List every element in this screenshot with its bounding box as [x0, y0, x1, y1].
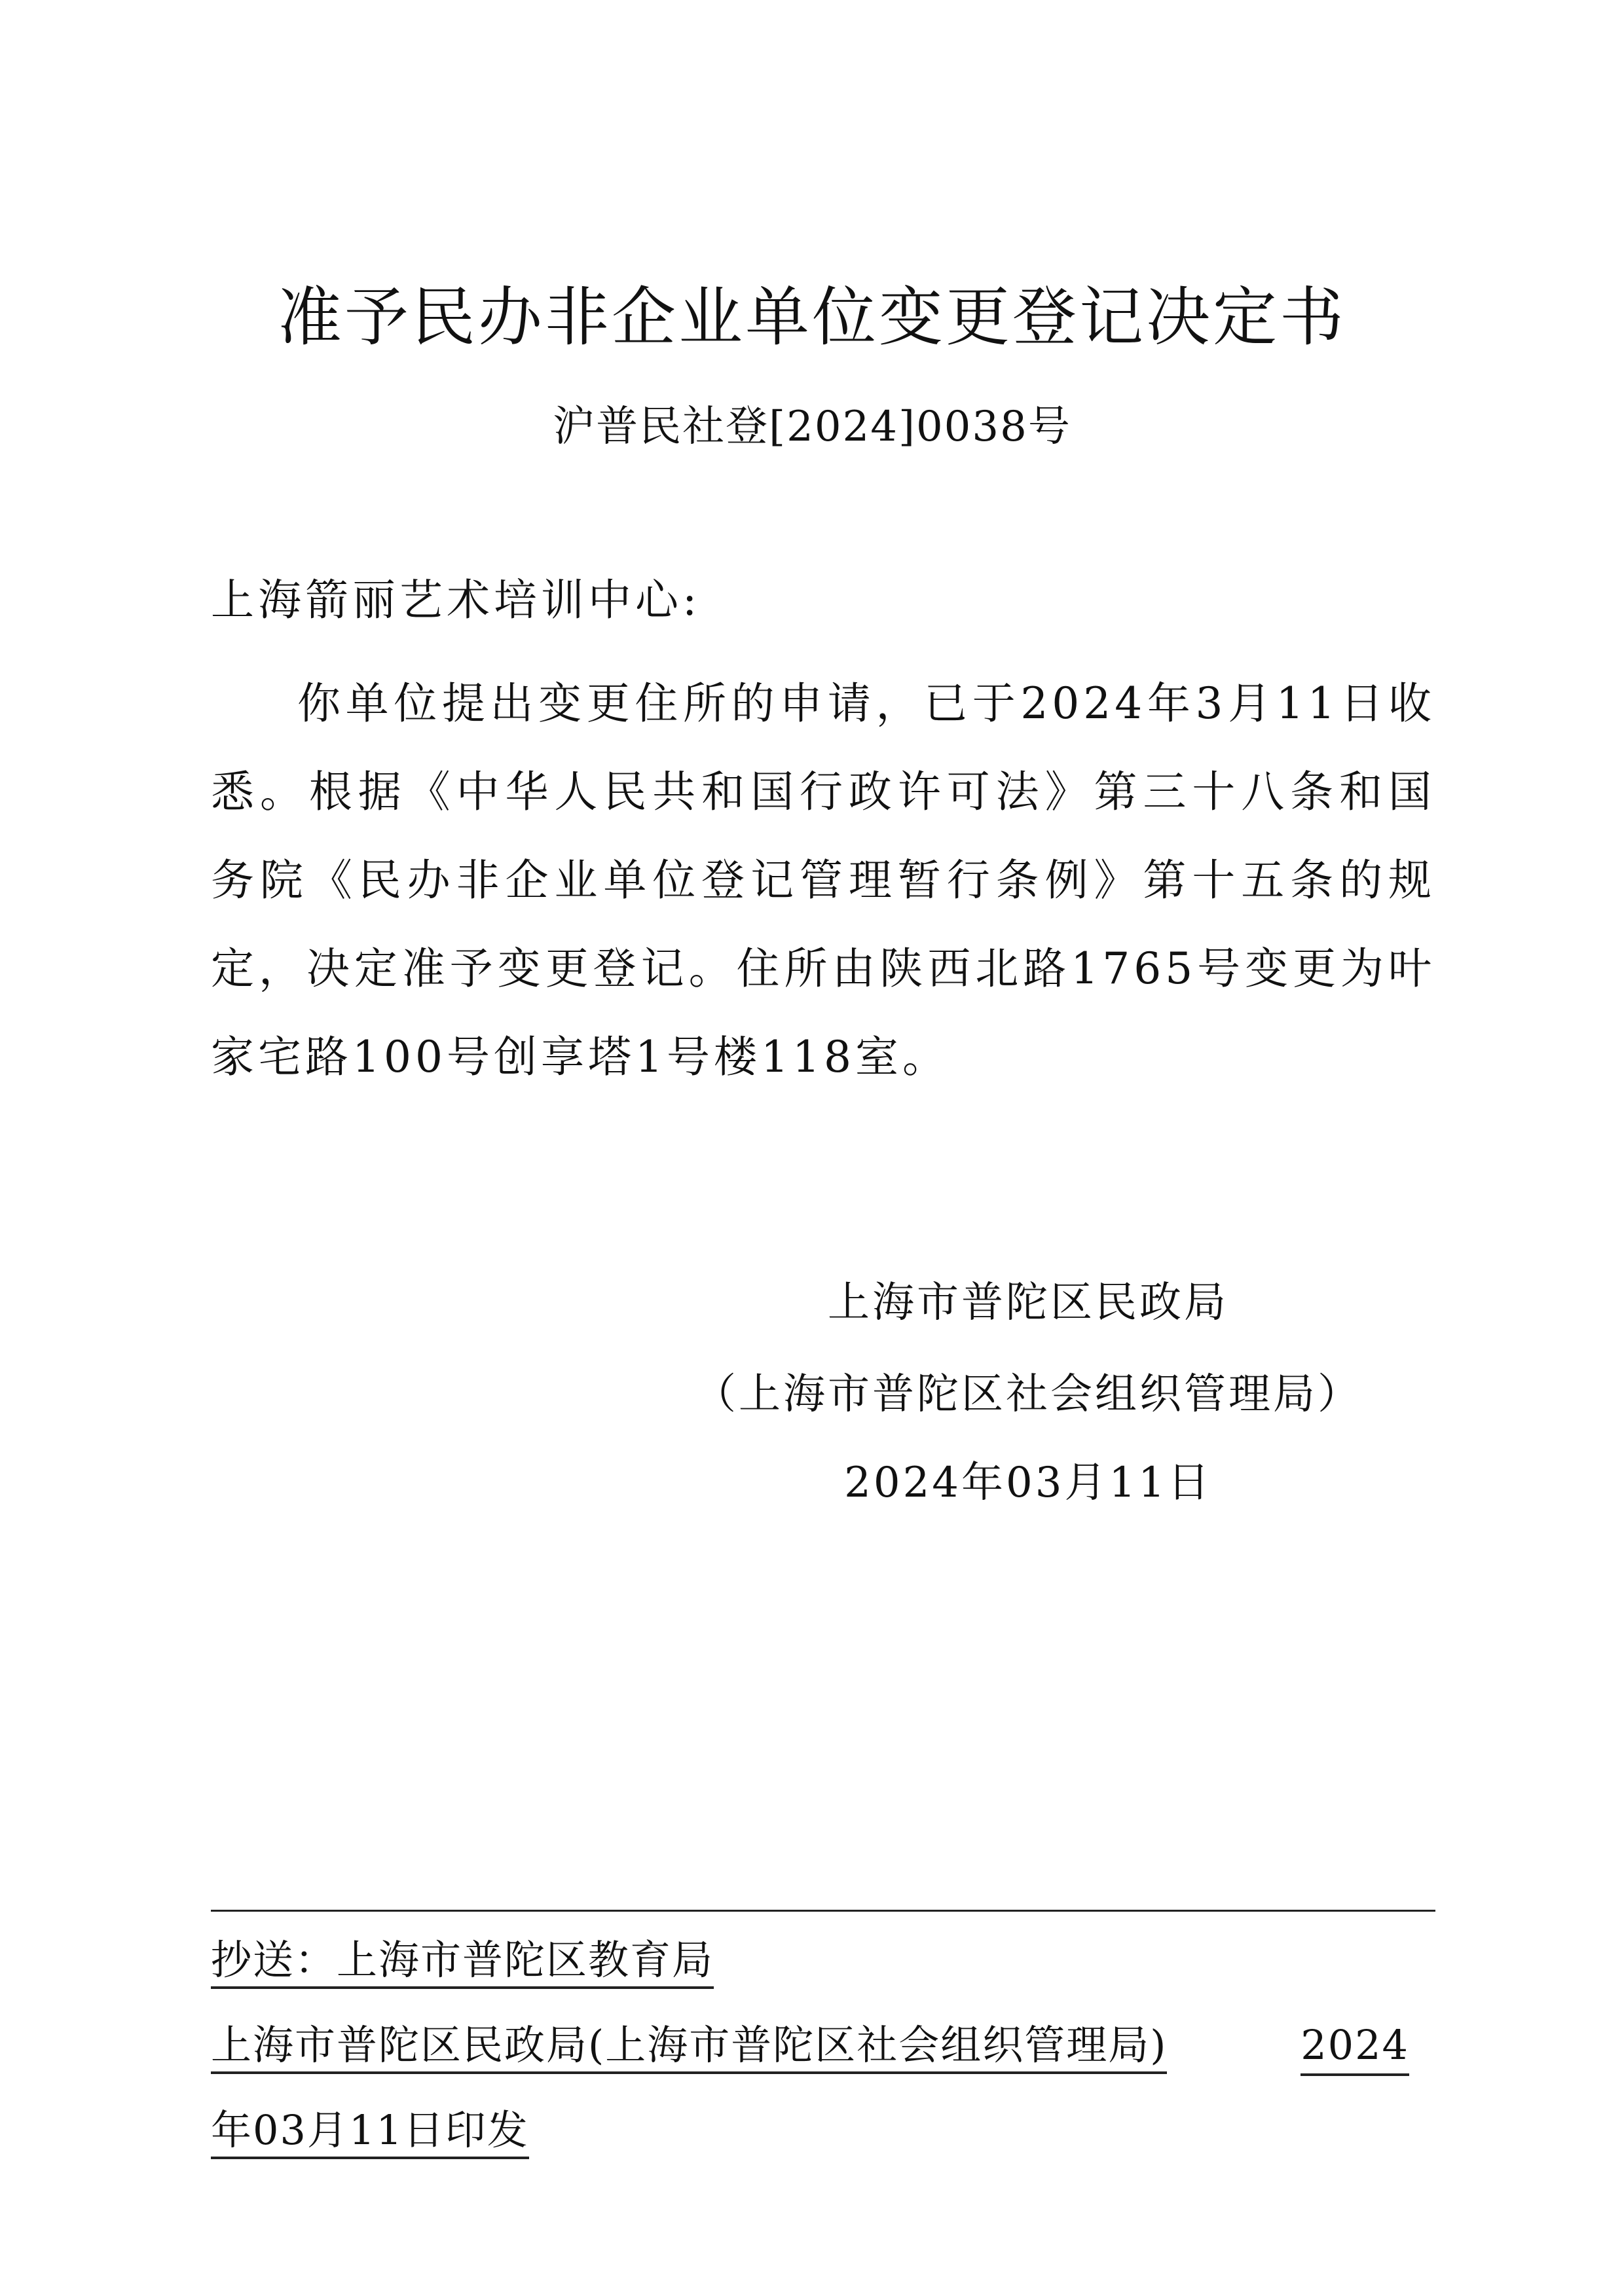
issuer-line	[211, 2020, 1409, 2071]
document-number: 沪普民社登[2024]0038号	[553, 403, 1071, 451]
issue-year: 2024	[1301, 2020, 1409, 2076]
cc-text: 抄送：上海市普陀区教育局	[211, 1936, 714, 1989]
issuing-organization-alias: （上海市普陀区社会组织管理局）	[694, 1370, 1362, 1419]
cc-line	[211, 1935, 714, 1986]
document-title: 准予民办非企业单位变更登记决定书	[277, 280, 1346, 355]
footer-divider	[211, 1910, 1435, 1912]
signature-date: 2024年03月11日	[844, 1459, 1212, 1507]
issue-date-line	[211, 2105, 529, 2156]
issuer-text: 上海市普陀区民政局(上海市普陀区社会组织管理局)	[211, 2021, 1167, 2074]
addressee: 上海箭丽艺术培训中心:	[211, 575, 701, 625]
issuing-organization: 上海市普陀区民政局	[828, 1279, 1228, 1327]
issue-date-text: 年03月11日印发	[211, 2106, 529, 2159]
decision-body: 你单位提出变更住所的申请，已于2024年3月11日收悉。根据《中华人民共和国行政许可法》第三十八条和国务院《民办非企业单位登记管理暂行条例》第十五条的规定，决定准予变更登记。住所由陕西北路1765号变更为叶家宅路100号创享塔1号楼118室。	[211, 678, 1435, 1082]
